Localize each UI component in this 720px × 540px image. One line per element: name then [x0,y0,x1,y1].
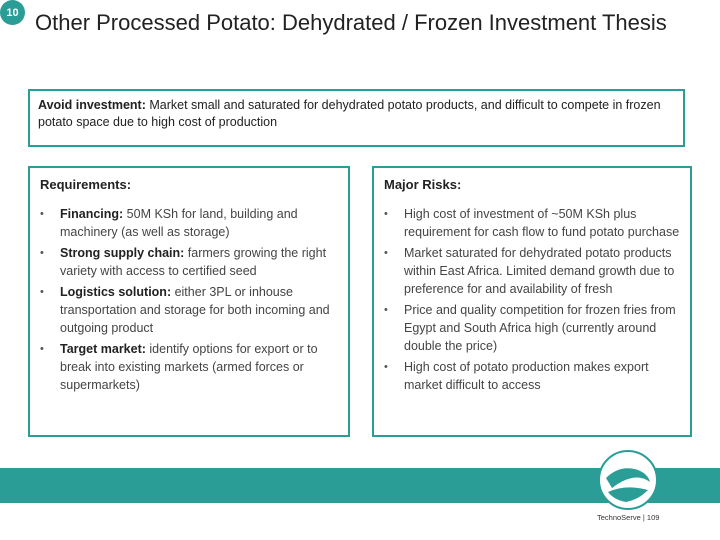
list-item [40,205,338,241]
requirement-label: Strong supply chain: [60,246,185,260]
list-item: • Market saturated for dehydrated potato products within East Africa. Limited demand growth due to preference for and availability of fresh [384,244,680,298]
requirements-panel [28,166,350,437]
list-item [40,283,338,337]
requirement-text: identify options for export or to break into existing markets (armed forces or supermarkets) [60,342,318,392]
risks-panel [372,166,692,437]
requirement-text: farmers growing the right variety with access to certified seed [60,246,327,278]
avoid-investment-box [28,89,685,147]
list-item [40,340,338,394]
requirement-label: Target market: [60,342,146,356]
slide-number-badge: 10 [0,0,25,25]
requirement-text: either 3PL or inhouse transportation and storage for both incoming and outgoing product [60,285,330,335]
avoid-label: Avoid investment: [38,98,146,112]
technoserve-logo-icon [598,448,658,512]
list-item: • High cost of potato production makes export market difficult to access [384,358,680,394]
list-item [40,244,338,280]
requirements-heading: Requirements: [40,177,132,192]
slide-title: Other Processed Potato: Dehydrated / Frozen Investment Thesis [35,10,667,35]
requirement-text: 50M KSh for land, building and machinery (as well as storage) [60,207,298,239]
requirements-list [40,205,338,394]
requirement-label: Logistics solution: [60,285,172,299]
avoid-text: Market small and saturated for dehydrated potato products, and difficult to compete in frozen potato space due to high cost of production [38,98,661,129]
risks-list [384,205,680,394]
requirement-label: Financing: [60,207,124,221]
risks-heading: Major Risks: [384,177,462,192]
footer-credit: TechnoServe | 109 [597,513,660,522]
list-item: • Price and quality competition for frozen fries from Egypt and South Africa high (currently around double the price) [384,301,680,355]
list-item: • High cost of investment of ~50M KSh plus requirement for cash flow to fund potato purchase [384,205,680,241]
